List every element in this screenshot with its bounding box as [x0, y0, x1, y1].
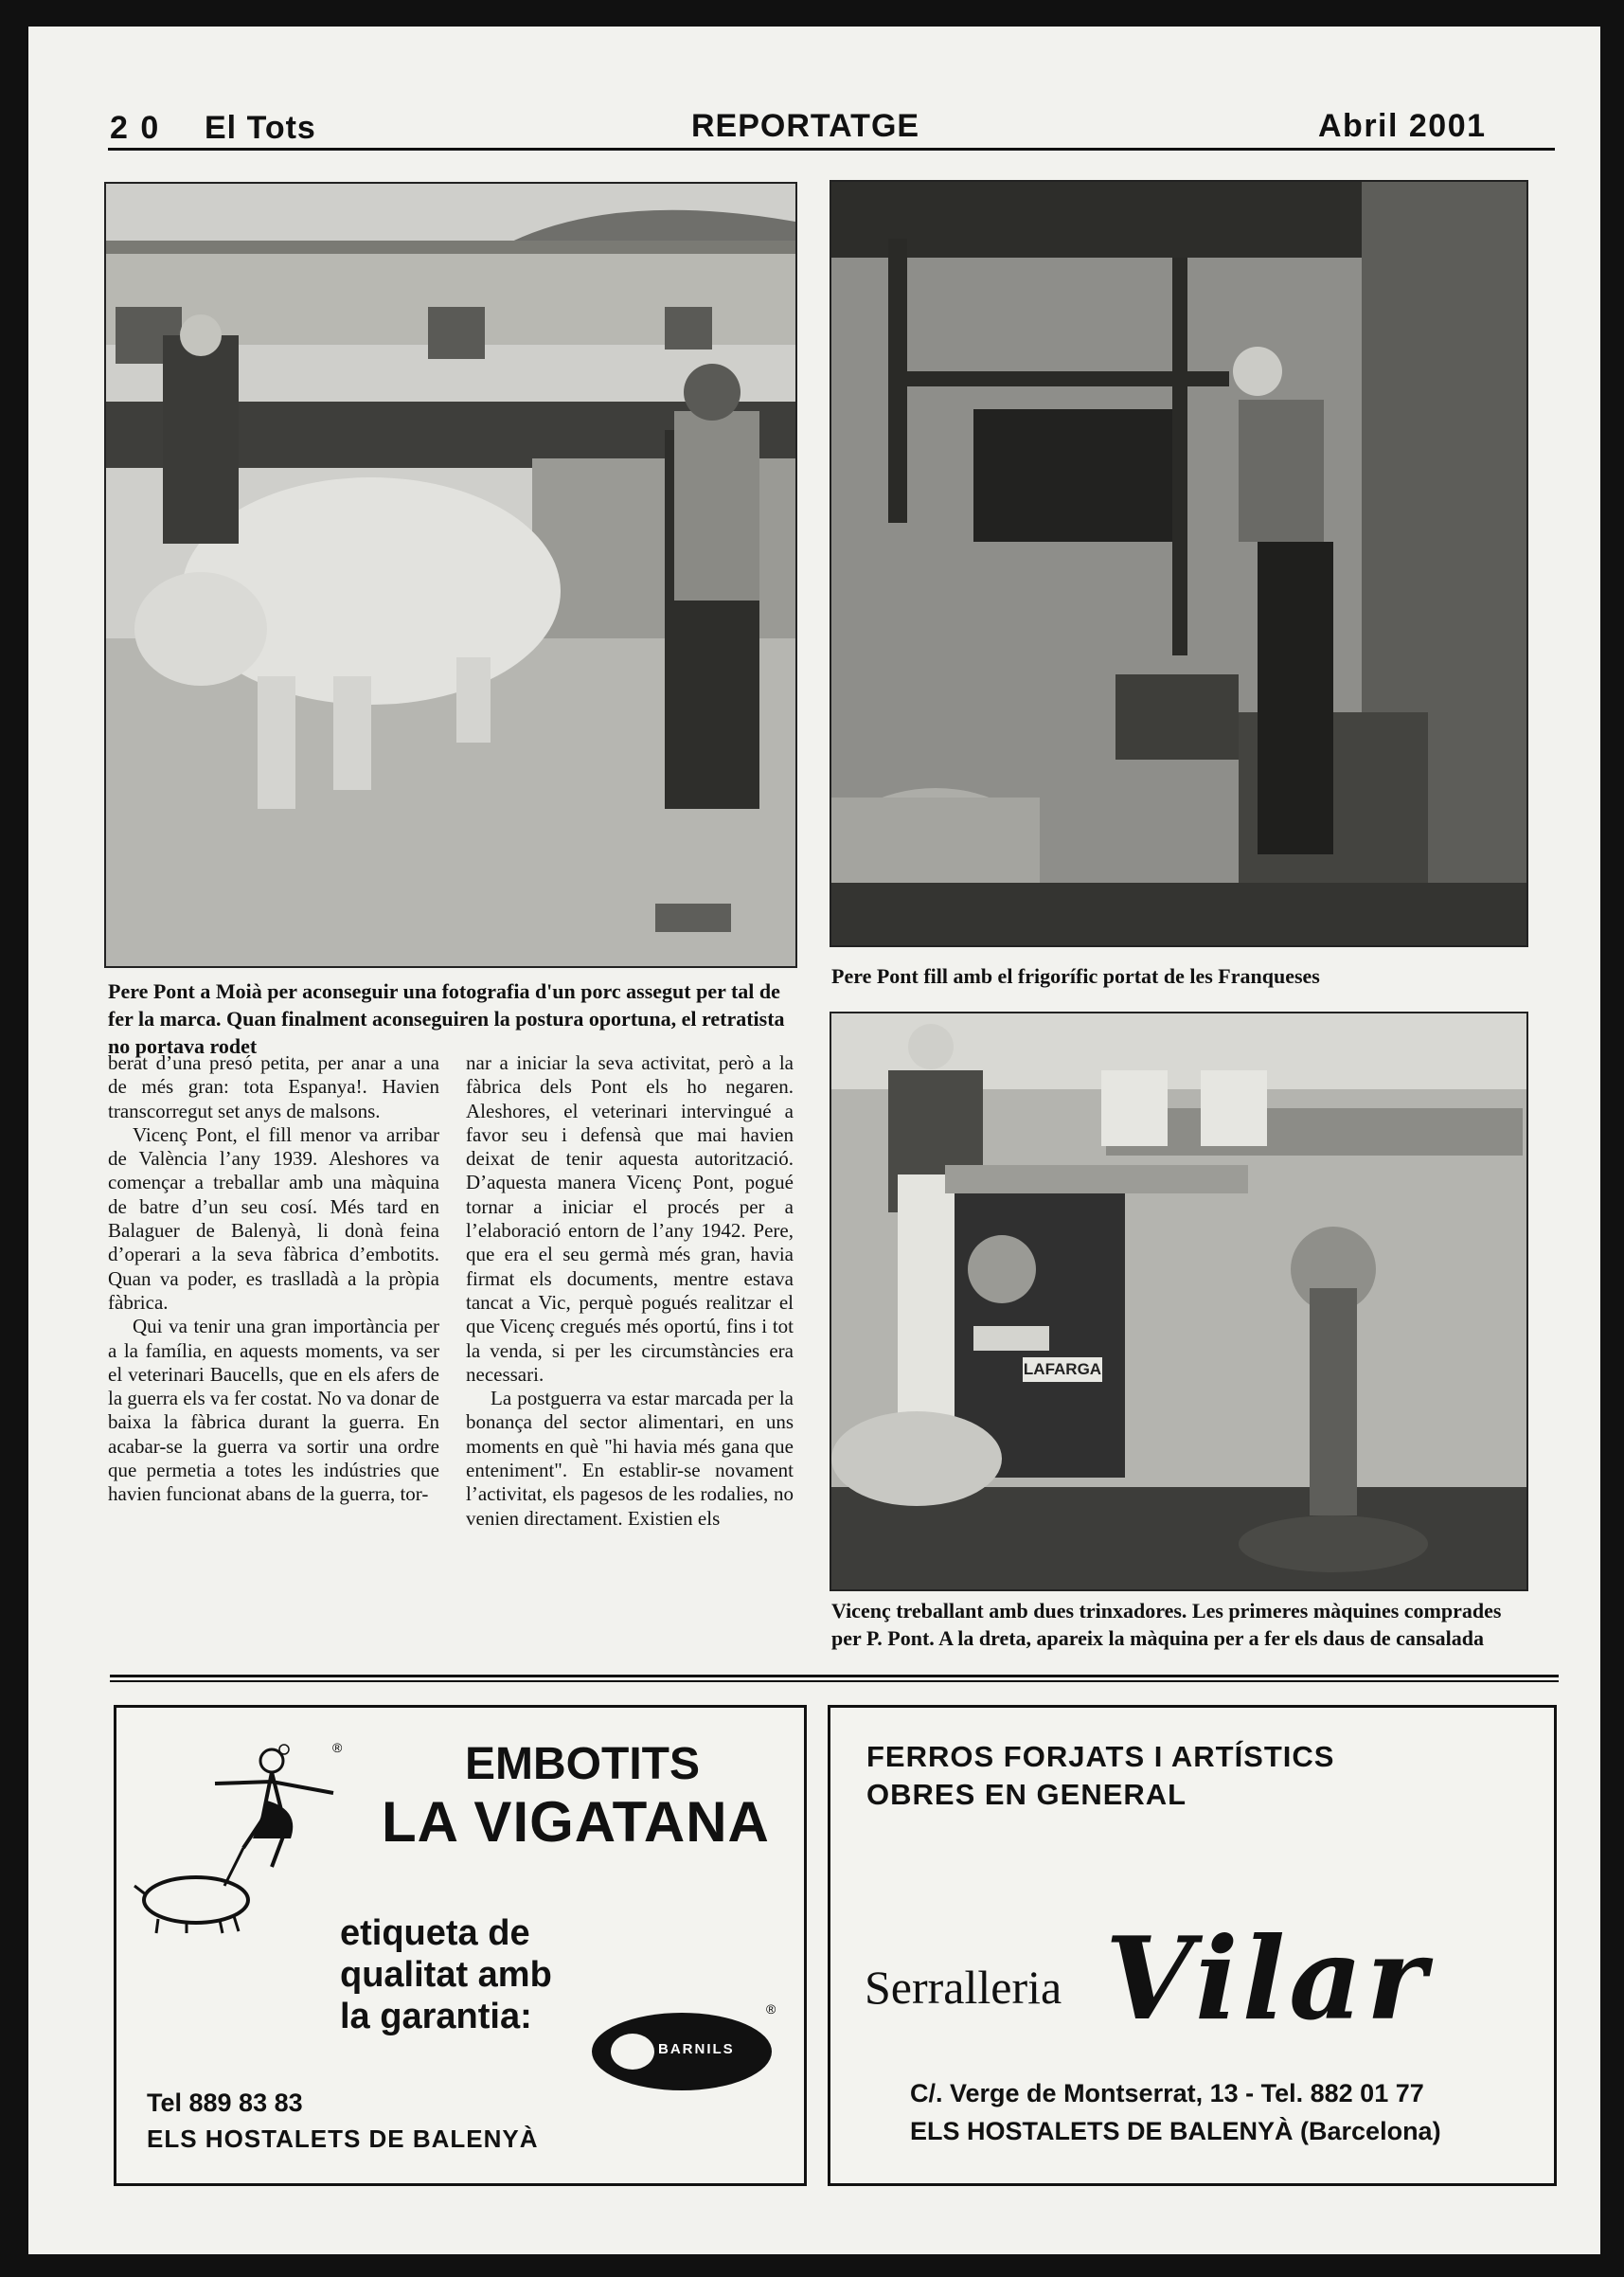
machine-brand-plate: LAFARGA: [1023, 1357, 1102, 1382]
ad-town: ELS HOSTALETS DE BALENYÀ (Barcelona): [910, 2117, 1441, 2145]
caption-grinders: Vicenç treballant amb dues trinxadores. Les primeres màquines comprades per P. Pont. A la dreta, apareix la màquina per a fer els daus de cansalada: [831, 1599, 1502, 1650]
caption-fridge: Pere Pont fill amb el frigorífic portat de les Franqueses: [831, 964, 1320, 988]
ad-brand-line1: EMBOTITS: [465, 1739, 700, 1789]
header-rule: [108, 148, 1555, 151]
barnils-logo: BARNILS: [592, 2013, 772, 2090]
newspaper-page: [28, 27, 1600, 2254]
ad-services-line2: OBRES EN GENERAL: [866, 1778, 1187, 1811]
ads-rule-bottom: [110, 1680, 1559, 1682]
farmer-with-pig-icon: [130, 1744, 338, 1943]
publication-name: El Tots: [205, 110, 316, 146]
article-column-2: [466, 1051, 794, 1531]
ad-vilar-logo: Vilar: [1105, 1912, 1431, 2046]
article-paragraph: La postguerra va estar marcada per la bonança del sector alimentari, en uns moments en què "hi havia més gana que enteniment". En establir-se novament l’activitat, els pagesos de les rodalies, no venien directament. Existien els: [466, 1387, 794, 1530]
ad-address: C/. Verge de Montserrat, 13 - Tel. 882 01 77: [910, 2079, 1424, 2107]
registered-mark: ®: [332, 1740, 343, 1755]
article-paragraph: nar a iniciar la seva activitat, però a la fàbrica dels Pont els ho negaren. Aleshores, el veterinari intervingué a favor seu i defensà que mai havien deixat de tenir aquesta autorització. D’aquesta manera Vicenç Pont, pogué tornar a iniciar el procés per a l’elaboració entorn de l’any 1942. Pere, que era el seu germà més gran, havia firmat els documents, mentre estava tancat a Vic, perquè pogués realitzar el que Vicenç cregués més oportú, fins i tot la venda, si per les circumstàncies era necessari.: [466, 1051, 794, 1386]
article-paragraph: Qui va tenir una gran importància per a la família, en aquests moments, va ser el veterinari Baucells, que en els afers de la guerra els va fer costat. No va donar de baixa la fàbrica durant la guerra. En acabar-se la guerra va sortir una ordre que permetia a totes les indústries que havien funcionat abans de la guerra, tor-: [108, 1315, 439, 1506]
page-number: 2 0: [110, 110, 161, 146]
caption-pig: Pere Pont a Moià per aconseguir una fotografia d'un porc assegut per tal de fer la marca. Quan finalment aconseguiren la postura oportuna, el retratista no portava rodet: [108, 979, 785, 1058]
article-paragraph: berat d’una presó petita, per anar a una de més gran: tota Espanya!. Havien transcorregut set anys de malsons.: [108, 1051, 439, 1122]
ad-town: ELS HOSTALETS DE BALENYÀ: [147, 2125, 539, 2153]
article-paragraph: Vicenç Pont, el fill menor va arribar de València l’any 1939. Aleshores va començar a treballar amb una màquina de batre d’un seu cosí. Més tard en Balaguer de Balenyà, li donà feina d’operari a la seva fàbrica d’embotits. Quan va poder, es traslladà a la pròpia fàbrica.: [108, 1122, 439, 1314]
ad-serralleria-vilar: [828, 1705, 1557, 2186]
ad-slogan: etiqueta de qualitat amb la garantia:: [340, 1913, 552, 2036]
ad-serralleria-label: Serralleria: [865, 1961, 1062, 2014]
issue-date: Abril 2001: [1318, 108, 1487, 144]
section-title: REPORTATGE: [691, 108, 920, 144]
article-column-1: [108, 1051, 439, 1507]
ads-rule-top: [110, 1675, 1559, 1677]
photo-vicenc-grinders: [830, 1012, 1528, 1591]
photo-pere-pont-fridge: [830, 180, 1528, 947]
registered-mark: ®: [766, 2001, 776, 2017]
ad-la-vigatana: [114, 1705, 807, 2186]
pig-head-icon: [611, 2034, 654, 2070]
ad-services-line1: FERROS FORJATS I ARTÍSTICS: [866, 1740, 1335, 1773]
photo-pere-pont-pig: [104, 182, 797, 968]
ad-phone: Tel 889 83 83: [147, 2089, 303, 2117]
ad-brand-line2: LA VIGATANA: [382, 1790, 770, 1854]
